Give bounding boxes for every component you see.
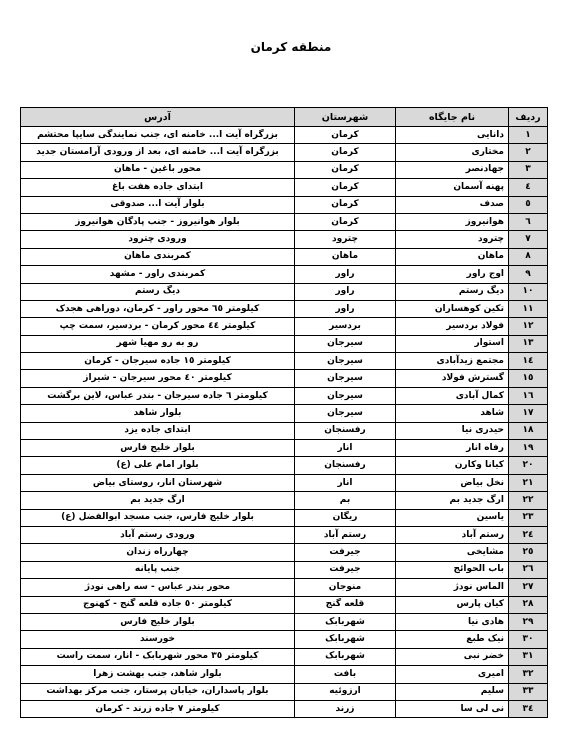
row-number-cell: ۲۷ [509,579,548,596]
row-number-cell: ۲٦ [509,561,548,578]
address-cell: محور بندر عباس - سه راهی نودژ [21,579,295,596]
header-city: شهرستان [295,108,396,127]
address-cell: ابتدای جاده هفت باغ [21,179,295,196]
city-cell: راور [295,266,396,283]
city-cell: شهربابک [295,648,396,665]
station-name-cell: اوج راور [396,266,509,283]
city-cell: کرمان [295,127,396,144]
city-cell: زرند [295,700,396,717]
station-name-cell: پهنه آسمان [396,179,509,196]
header-station-name: نام جایگاه [396,108,509,127]
address-cell: دیگ رستم [21,283,295,300]
city-cell: سیرجان [295,335,396,352]
row-number-cell: ۱۰ [509,283,548,300]
table-row [21,353,548,370]
table-row [21,127,548,144]
table-row [21,509,548,526]
station-name-cell: مختاری [396,144,509,161]
city-cell: بم [295,492,396,509]
address-cell: بلوار خلیج فارس، جنب مسجد ابوالفضل (ع) [21,509,295,526]
address-cell: کیلومتر ٤۰ محور سیرجان - شیراز [21,370,295,387]
row-number-cell: ۱۱ [509,300,548,317]
table-row [21,631,548,648]
table-row [21,596,548,613]
address-cell: بزرگراه آیت ا... خامنه ای، جنب نمایندگی سایپا محتشم [21,127,295,144]
station-name-cell: ماهان [396,248,509,265]
station-name-cell: کمال آبادی [396,387,509,404]
table-row [21,700,548,717]
address-cell: بلوار پاسداران، خیابان پرستار، جنب مرکز بهداشت [21,683,295,700]
header-row-number: ردیف [509,108,548,127]
station-name-cell: باب الحوائج [396,561,509,578]
city-cell: ریگان [295,509,396,526]
address-cell: کیلومتر ۱٥ جاده سیرجان - کرمان [21,353,295,370]
station-name-cell: الماس نودژ [396,579,509,596]
page-title: منطقه کرمان [250,40,332,54]
address-cell: ورودی چترود [21,231,295,248]
row-number-cell: ۲۳ [509,509,548,526]
row-number-cell: ۳ [509,161,548,178]
station-name-cell: تکین کوهساران [396,300,509,317]
header-address: آدرس [21,108,295,127]
city-cell: کرمان [295,213,396,230]
station-name-cell: رستم آباد [396,526,509,543]
station-name-cell: هوانیروز [396,213,509,230]
table-row [21,161,548,178]
address-cell: بلوار خلیج فارس [21,440,295,457]
table-row [21,283,548,300]
row-number-cell: ۱۲ [509,318,548,335]
table-row [21,231,548,248]
table-body [21,127,548,718]
address-cell: کیلومتر ۷ جاده زرند - کرمان [21,700,295,717]
address-cell: بلوار آیت ا... صدوقی [21,196,295,213]
city-cell: ارزوئیه [295,683,396,700]
table-row [21,370,548,387]
row-number-cell: ۲۸ [509,596,548,613]
table-header-row [21,108,548,127]
city-cell: جیرفت [295,544,396,561]
station-name-cell: صدف [396,196,509,213]
table-row [21,213,548,230]
address-cell: بلوار شاهد [21,405,295,422]
city-cell: قلعه گنج [295,596,396,613]
address-cell: ورودی رستم آباد [21,526,295,543]
station-name-cell: مجتمع زیدآبادی [396,353,509,370]
address-cell: بلوار امام علی (ع) [21,457,295,474]
row-number-cell: ۱۹ [509,440,548,457]
table-row [21,440,548,457]
address-cell: کمربندی ماهان [21,248,295,265]
station-name-cell: حیدری نیا [396,422,509,439]
table-row [21,422,548,439]
station-name-cell: دانایی [396,127,509,144]
row-number-cell: ۲٤ [509,526,548,543]
row-number-cell: ٥ [509,196,548,213]
row-number-cell: ۳۲ [509,666,548,683]
row-number-cell: ۲ [509,144,548,161]
address-cell: خورسند [21,631,295,648]
city-cell: شهربابک [295,613,396,630]
address-cell: چهارراه زندان [21,544,295,561]
table-row [21,579,548,596]
city-cell: شهربابک [295,631,396,648]
address-cell: کیلومتر ٥۰ جاده قلعه گنج - کهنوج [21,596,295,613]
city-cell: بافت [295,666,396,683]
station-name-cell: فولاد بردسیر [396,318,509,335]
table-row [21,144,548,161]
address-cell: بلوار شاهد، جنب بهشت زهرا [21,666,295,683]
table-row [21,266,548,283]
address-cell: ارگ جدید بم [21,492,295,509]
table-row [21,179,548,196]
table-row [21,666,548,683]
table-row [21,492,548,509]
station-name-cell: استوار [396,335,509,352]
table-row [21,457,548,474]
address-cell: بلوار هوانیروز - جنب پادگان هوانیروز [21,213,295,230]
station-name-cell: نی لی سا [396,700,509,717]
row-number-cell: ۳٤ [509,700,548,717]
station-name-cell: خضر نبی [396,648,509,665]
table-row [21,683,548,700]
table-row [21,474,548,491]
city-cell: جیرفت [295,561,396,578]
station-name-cell: نخل بیاض [396,474,509,491]
city-cell: منوجان [295,579,396,596]
station-name-cell: رفاه انار [396,440,509,457]
address-cell: شهرستان انار، روستای بیاض [21,474,295,491]
city-cell: انار [295,440,396,457]
table-row [21,405,548,422]
table-row [21,196,548,213]
table-row [21,526,548,543]
station-name-cell: جهادنصر [396,161,509,178]
address-cell: جنب پایانه [21,561,295,578]
city-cell: کرمان [295,179,396,196]
address-cell: کیلومتر ۳٥ محور شهربابک - انار، سمت راست [21,648,295,665]
row-number-cell: ۱۸ [509,422,548,439]
city-cell: رستم آباد [295,526,396,543]
address-cell: بزرگراه آیت ا... خامنه ای، بعد از ورودی آرامستان جدید [21,144,295,161]
row-number-cell: ۳۳ [509,683,548,700]
row-number-cell: ۱٥ [509,370,548,387]
row-number-cell: ۱ [509,127,548,144]
city-cell: ماهان [295,248,396,265]
address-cell: بلوار خلیج فارس [21,613,295,630]
station-name-cell: گسترش فولاد [396,370,509,387]
city-cell: سیرجان [295,353,396,370]
city-cell: کرمان [295,196,396,213]
city-cell: رفسنجان [295,457,396,474]
table-row [21,248,548,265]
address-cell: کمربندی راور - مشهد [21,266,295,283]
city-cell: کرمان [295,144,396,161]
address-cell: کیلومتر ٦٥ محور راور - کرمان، دوراهی هجدک [21,300,295,317]
station-name-cell: کیان پارس [396,596,509,613]
city-cell: رفسنجان [295,422,396,439]
city-cell: بردسیر [295,318,396,335]
station-name-cell: دیگ رستم [396,283,509,300]
row-number-cell: ۲۰ [509,457,548,474]
row-number-cell: ۲۱ [509,474,548,491]
row-number-cell: ۲۹ [509,613,548,630]
row-number-cell: ۸ [509,248,548,265]
row-number-cell: ۲٥ [509,544,548,561]
table-row [21,561,548,578]
row-number-cell: ۱٤ [509,353,548,370]
address-cell: کیلومتر ٦ جاده سیرجان - بندر عباس، لاین برگشت [21,387,295,404]
station-name-cell: مشایخی [396,544,509,561]
city-cell: راور [295,283,396,300]
city-cell: راور [295,300,396,317]
row-number-cell: ۳۰ [509,631,548,648]
table-row [21,318,548,335]
station-name-cell: نیک طبع [396,631,509,648]
station-name-cell: کیانا وکارن [396,457,509,474]
stations-table [20,107,548,718]
city-cell: انار [295,474,396,491]
station-name-cell: ارگ جدید بم [396,492,509,509]
city-cell: چترود [295,231,396,248]
row-number-cell: ۹ [509,266,548,283]
row-number-cell: ۲۲ [509,492,548,509]
city-cell: سیرجان [295,387,396,404]
station-name-cell: امیری [396,666,509,683]
station-name-cell: یاسین [396,509,509,526]
station-name-cell: سلیم [396,683,509,700]
table-row [21,648,548,665]
table-row [21,335,548,352]
city-cell: سیرجان [295,405,396,422]
row-number-cell: ۱۳ [509,335,548,352]
station-name-cell: چترود [396,231,509,248]
city-cell: سیرجان [295,370,396,387]
table-row [21,300,548,317]
row-number-cell: ۱٦ [509,387,548,404]
station-name-cell: شاهد [396,405,509,422]
address-cell: رو به رو مهیا شهر [21,335,295,352]
address-cell: محور باغین - ماهان [21,161,295,178]
row-number-cell: ۳۱ [509,648,548,665]
row-number-cell: ۷ [509,231,548,248]
table-row [21,387,548,404]
address-cell: ابتدای جاده یزد [21,422,295,439]
row-number-cell: ۱۷ [509,405,548,422]
row-number-cell: ٦ [509,213,548,230]
station-name-cell: هادی نیا [396,613,509,630]
address-cell: کیلومتر ٤٤ محور کرمان - بردسیر، سمت چپ [21,318,295,335]
city-cell: کرمان [295,161,396,178]
table-row [21,613,548,630]
row-number-cell: ٤ [509,179,548,196]
table-row [21,544,548,561]
